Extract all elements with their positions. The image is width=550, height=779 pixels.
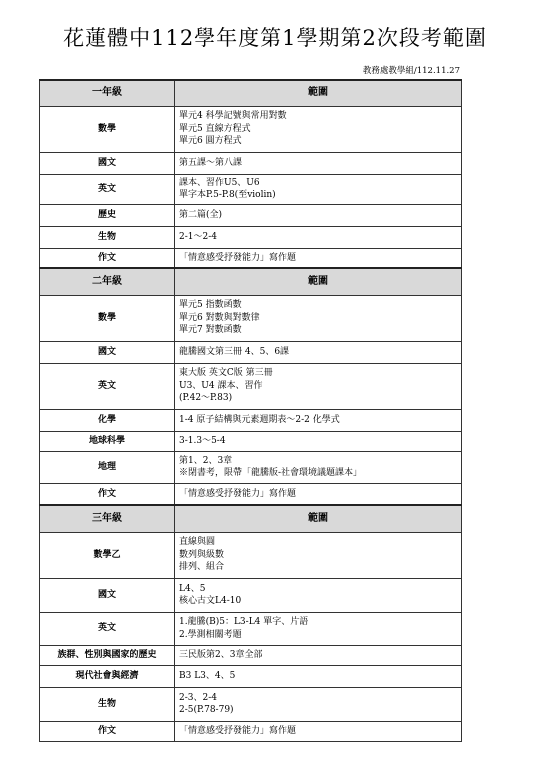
- range-line: 課本、習作U5、U6: [179, 177, 260, 188]
- subject-row: [40, 665, 462, 687]
- range-line: 2-5(P.78-79): [179, 705, 234, 715]
- range-line: 龍騰國文第三冊 4、5、6課: [179, 346, 290, 357]
- range-line: 「情意感受抒發能力」寫作題: [179, 252, 297, 263]
- issuer-date: 教務處教學組/112.11.27: [362, 66, 460, 76]
- range-line: 核心古文L4-10: [179, 596, 242, 606]
- range-line: 單字本P.5-P.8(至violin): [179, 190, 276, 200]
- grade-header-row: [40, 80, 462, 106]
- subject-row: [40, 483, 462, 505]
- range-line: U3、U4 課本、習作: [179, 380, 263, 391]
- subject-name: 國文: [40, 152, 175, 174]
- range-cell: [175, 152, 462, 174]
- subject-name: 數學: [40, 106, 175, 152]
- range-cell: [175, 431, 462, 451]
- subject-row: [40, 152, 462, 174]
- range-cell: [175, 483, 462, 505]
- range-cell: [175, 295, 462, 341]
- subject-row: [40, 204, 462, 226]
- subject-name: 作文: [40, 248, 175, 268]
- range-line: L4、5: [179, 583, 206, 594]
- range-line: 1.龍騰(B)5：L3-L4 單字、片語: [179, 617, 309, 627]
- range-cell: [175, 341, 462, 363]
- subject-name: 國文: [40, 578, 175, 612]
- range-cell: [175, 532, 462, 578]
- subject-name: 族群、性別與國家的歷史: [40, 645, 175, 665]
- range-cell: [175, 687, 462, 721]
- page-title: 花蓮體中112學年度第1學期第2次段考範圍: [63, 26, 487, 50]
- subject-row: [40, 451, 462, 483]
- range-line: B3 L3、4、5: [179, 670, 236, 681]
- subject-name: 生物: [40, 687, 175, 721]
- range-cell: [175, 451, 462, 483]
- range-line: 第五課～第八課: [179, 157, 243, 168]
- range-cell: [175, 204, 462, 226]
- range-cell: [175, 578, 462, 612]
- subject-row: [40, 341, 462, 363]
- subject-row: [40, 687, 462, 721]
- range-line: 2-1～2-4: [179, 231, 217, 242]
- subject-name: 國文: [40, 341, 175, 363]
- range-cell: [175, 174, 462, 204]
- range-line: ※閉書考，限帶「龍騰版-社會環境議題課本」: [179, 468, 363, 478]
- subject-row: [40, 248, 462, 268]
- range-line: 三民版第2、3章全部: [179, 649, 263, 660]
- subject-name: 英文: [40, 612, 175, 645]
- range-cell: [175, 645, 462, 665]
- subject-name: 作文: [40, 483, 175, 505]
- range-cell: [175, 721, 462, 741]
- range-line: 「情意感受抒發能力」寫作題: [179, 725, 297, 736]
- range-line: 單元7 對數函數: [179, 325, 242, 336]
- range-line: 3-1.3～5-4: [179, 435, 226, 446]
- subject-row: [40, 106, 462, 152]
- grade-label: 一年級: [40, 80, 175, 106]
- subject-row: [40, 174, 462, 204]
- subject-name: 地理: [40, 451, 175, 483]
- range-line: 第1、2、3章: [179, 455, 233, 466]
- subject-row: [40, 409, 462, 431]
- grade-label: 二年級: [40, 268, 175, 295]
- subject-row: [40, 721, 462, 741]
- subject-name: 歷史: [40, 204, 175, 226]
- subject-name: 地球科學: [40, 431, 175, 451]
- range-cell: [175, 409, 462, 431]
- range-line: 數列與級數: [179, 549, 225, 560]
- subject-row: [40, 612, 462, 645]
- range-cell: [175, 612, 462, 645]
- subject-row: [40, 431, 462, 451]
- range-cell: [175, 665, 462, 687]
- range-line: 單元4 科學記號與常用對數: [179, 111, 287, 122]
- subject-row: [40, 578, 462, 612]
- exam-range-table: [39, 79, 462, 742]
- range-line: 「情意感受抒發能力」寫作題: [179, 488, 297, 499]
- subject-row: [40, 532, 462, 578]
- range-line: 單元6 對數與對數律: [179, 312, 260, 323]
- subject-row: [40, 295, 462, 341]
- range-line: 單元5 指數函數: [179, 300, 242, 311]
- grade-header-row: [40, 505, 462, 532]
- subject-name: 數學乙: [40, 532, 175, 578]
- range-cell: [175, 226, 462, 248]
- subject-row: [40, 645, 462, 665]
- subject-row: [40, 363, 462, 409]
- range-line: 單元5 直線方程式: [179, 123, 251, 134]
- range-line: 排列、組合: [179, 562, 225, 573]
- range-line: 第二篇(全): [179, 209, 223, 220]
- subject-name: 作文: [40, 721, 175, 741]
- range-line: 單元6 圓方程式: [179, 136, 242, 147]
- grade-header-row: [40, 268, 462, 295]
- subject-name: 英文: [40, 174, 175, 204]
- range-header: 範圍: [175, 268, 462, 295]
- range-cell: [175, 248, 462, 268]
- subject-name: 英文: [40, 363, 175, 409]
- range-cell: [175, 106, 462, 152]
- subject-name: 現代社會與經濟: [40, 665, 175, 687]
- range-header: 範圍: [175, 80, 462, 106]
- subject-name: 數學: [40, 295, 175, 341]
- range-line: 直線與圓: [179, 537, 216, 548]
- range-line: 1-4 原子結構與元素週期表～2-2 化學式: [179, 414, 340, 425]
- range-line: 東大版 英文C版 第三冊: [179, 368, 273, 379]
- subject-row: [40, 226, 462, 248]
- range-line: 2-3、2-4: [179, 692, 217, 703]
- range-header: 範圍: [175, 505, 462, 532]
- subject-name: 生物: [40, 226, 175, 248]
- table-body: [40, 80, 462, 741]
- range-cell: [175, 363, 462, 409]
- grade-label: 三年級: [40, 505, 175, 532]
- subject-name: 化學: [40, 409, 175, 431]
- range-line: (P.42～P.83): [179, 393, 233, 404]
- range-line: 2.學測相關考題: [179, 629, 242, 640]
